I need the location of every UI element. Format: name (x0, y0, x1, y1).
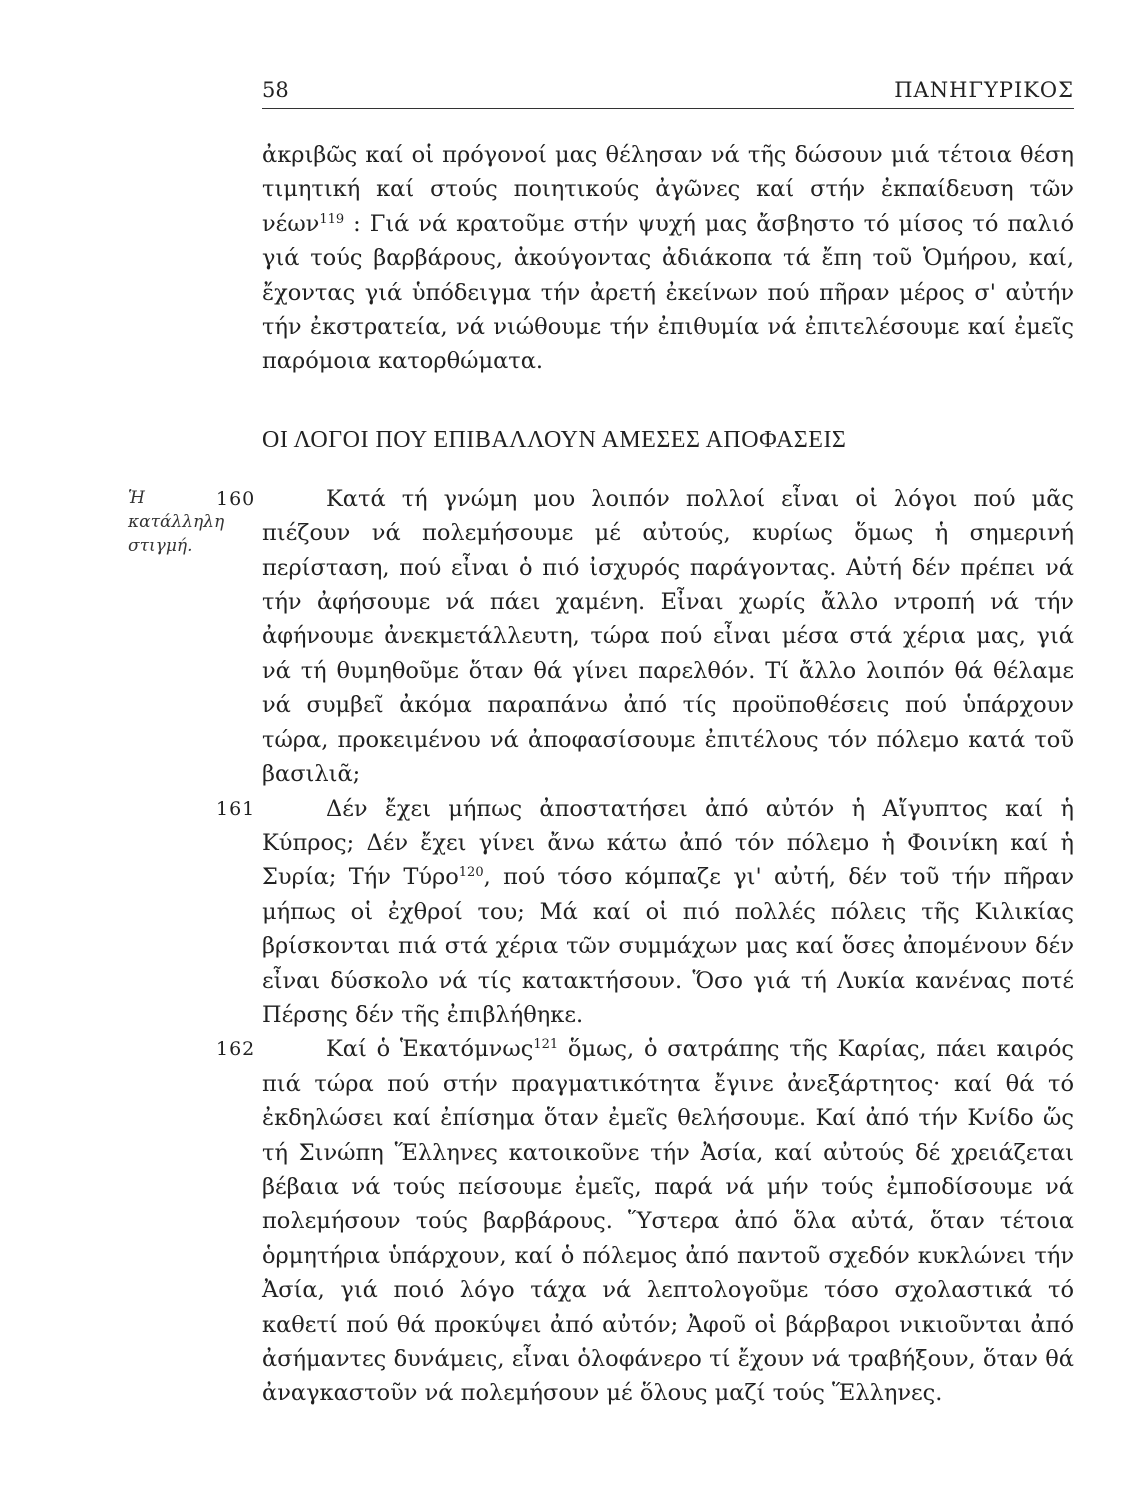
paragraph-text-part2: ὅμως, ὁ σατράπης τῆς Καρίας, πάει καιρός πιά τώρα πού στήν πραγματικότητα ἔγινε ἀνεξάρτητος· καί θά τό ἐκδηλώσει καί ἐπίσημα ὅταν ἐμεῖς θελήσουμε. Καί ἀπό τήν Κνίδο ὥς τή Σινώπη Ἕλληνες κατοικοῦνε τήν Ἀσία, καί αὐτούς δέ χρειάζεται βέβαια νά τούς πείσουμε ἐμεῖς, παρά νά μήν τούς ἐμποδίσουμε νά πολεμήσουν τούς βαρβάρους. Ὕστερα ἀπό ὅλα αὐτά, ὅταν τέτοια ὁρμητήρια ὑπάρχουν, καί ὁ πόλεμος ἀπό παντοῦ σχεδόν κυκλώνει τήν Ἀσία, γιά ποιό λόγο τάχα νά λεπτολογοῦμε τόσο σχολαστικά τό καθετί πού θά προκύψει ἀπό αὐτόν; Ἀφοῦ οἱ βάρβαροι νικιοῦνται ἀπό ἀσήμαντες δυνάμεις, εἶναι ὁλοφάνερο τί ἔχουν νά τραβήξουν, ὅταν θά ἀναγκαστοῦν νά πολεμήσουν μέ ὅλους μαζί τούς Ἕλληνες. (262, 1036, 1075, 1407)
intro-text-part2: : Γιά νά κρατοῦμε στήν ψυχή μας ἄσβηστο τό μίσος τό παλιό γιά τούς βαρβάρους, ἀκούγοντας ἀδιάκοπα τά ἔπη τοῦ Ὁμήρου, καί, ἔχοντας γιά ὑπόδειγμα τήν ἀρετή ἐκείνων πού πῆραν μέρος σ' αὐτήν τήν ἐκστρατεία, νά νιώθουμε τήν ἐπιθυμία νά ἐπιτελέσουμε καί ἐμεῖς παρόμοια κατορθώματα. (262, 210, 1074, 375)
paragraph-text-part1: Κατά τή γνώμη μου λοιπόν πολλοί εἶναι οἱ λόγοι πού μᾶς πιέζουν νά πολεμήσουμε μέ αὐτούς, κυρίως ὅμως ἡ σημερινή περίσταση, πού εἶναι ὁ πιό ἰσχυρός παράγοντας. Αὐτή δέν πρέπει νά τήν ἀφήσουμε νά πάει χαμένη. Εἶναι χωρίς ἄλλο ντροπή νά τήν ἀφήνουμε ἀνεκμετάλλευτη, τώρα πού εἶναι μέσα στά χέρια μας, γιά νά τή θυμηθοῦμε ὅταν θά γίνει παρελθόν. Τί ἄλλο λοιπόν θά θέλαμε νά συμβεῖ ἀκόμα παραπάνω ἀπό τίς προϋποθέσεις πού ὑπάρχουν τώρα, προκειμένου νά ἀποφασίσουμε ἐπιτέλους τόν πόλεμο κατά τοῦ βασιλιᾶ; (262, 485, 1074, 788)
footnote-ref-121: 121 (533, 1037, 559, 1053)
paragraph-160 (128, 482, 1074, 792)
running-title: ΠΑΝΗΓΥΡΙΚΟΣ (894, 78, 1074, 102)
paragraph-text-part1: Καί ὁ Ἑκατόμνως (326, 1036, 534, 1063)
paragraph-number: 161 (216, 797, 256, 820)
footnote-ref-120: 120 (458, 865, 484, 881)
paragraph-162 (216, 1032, 1075, 1410)
section-heading: ΟΙ ΛΟΓΟΙ ΠΟΥ ΕΠΙΒΑΛΛΟΥΝ ΑΜΕΣΕΣ ΑΠΟΦΑΣΕΙΣ (262, 426, 847, 453)
footnote-ref-119: 119 (319, 211, 345, 227)
paragraph-161 (216, 792, 1074, 1033)
paragraph-text (262, 1032, 1074, 1410)
page-header (262, 78, 1074, 112)
paragraph-text-part2: , πού τόσο κόμπαζε γι' αὐτή, δέν τοῦ τήν πῆραν μήπως οἱ ἐχθροί του; Μά καί οἱ πιό πολλές πόλεις τῆς Κιλικίας βρίσκονται πιά στά χέρια τῶν συμμάχων μας καί ὅσες ἀπομένουν δέν εἶναι δύσκολο νά τίς κατακτήσουν. Ὅσο γιά τή Λυκία κανένας ποτέ Πέρσης δέν τῆς ἐπιβλήθηκε. (262, 864, 1074, 1028)
main-text (128, 138, 1075, 1411)
intro-text-part1: ἀκριβῶς καί οἱ πρόγονοί μας θέλησαν νά τῆς δώσουν μιά τέτοια θέση τιμητική καί στούς ποιητικούς ἀγῶνες καί στήν ἐκπαίδευση τῶν νέων (262, 142, 1074, 237)
intro-paragraph (262, 138, 1074, 379)
paragraph-text-part1: Δέν ἔχει μήπως ἀποστατήσει ἀπό αὐτόν ἡ Αἴγυπτος καί ἡ Κύπρος; Δέν ἔχει γίνει ἄνω κάτω ἀπό τόν πόλεμο ἡ Φοινίκη καί ἡ Συρία; Τήν Τύρο (262, 795, 1074, 891)
paragraph-text (262, 482, 1074, 792)
paragraph-number: 162 (216, 1038, 256, 1061)
margin-note: Ἡ κατάλληλη στιγμή. (128, 487, 225, 556)
paragraph-text (262, 792, 1074, 1033)
paragraph-number: 160 (216, 487, 256, 510)
page-number: 58 (262, 78, 289, 102)
header-rule (262, 108, 1074, 109)
